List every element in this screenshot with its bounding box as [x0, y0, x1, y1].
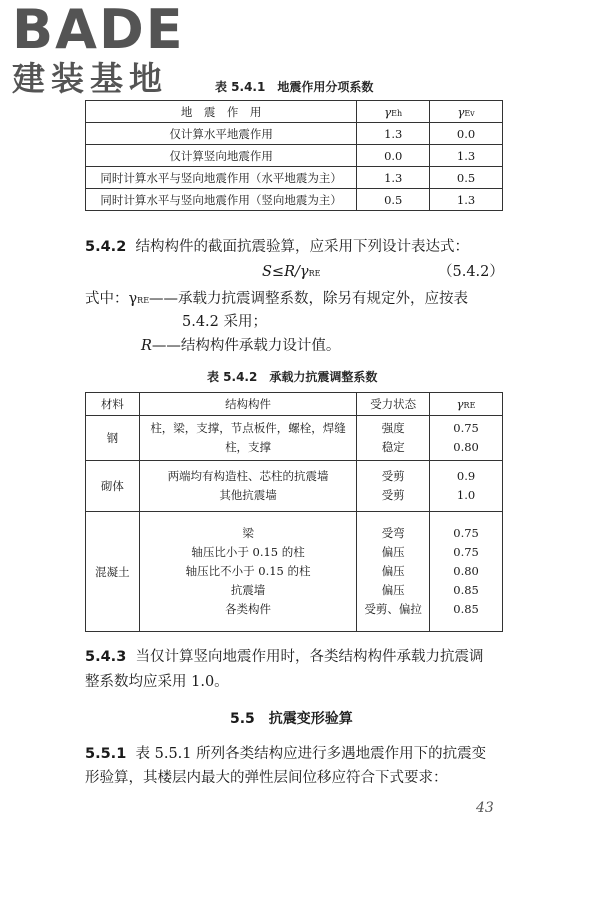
cell-eh: 1.3 [357, 167, 430, 189]
formula [262, 262, 320, 284]
clause-5-4-3 [85, 647, 484, 667]
clause-5-4-3-cont: 整系数均应采用 1.0。 [85, 674, 229, 690]
cell-members: 梁 轴压比小于 0.15 的柱 轴压比不小于 0.15 的柱 抗震墙 各类构件 [139, 512, 356, 632]
cell-action: 同时计算水平与竖向地震作用（水平地震为主） [86, 167, 357, 189]
where-subscript: RE [137, 296, 150, 305]
header-member: 结构构件 [139, 393, 356, 416]
cell-states: 强度 稳定 [357, 416, 430, 461]
cell-ev: 0.5 [430, 167, 503, 189]
header-gamma-re: γRE [430, 393, 503, 416]
table-header-row [86, 393, 503, 416]
header-gamma-eh: γEh [357, 101, 430, 123]
where-prefix: 式中：γ [85, 291, 138, 307]
header-state: 受力状态 [357, 393, 430, 416]
seismic-action-factor-table [85, 100, 503, 211]
cell-values: 0.75 0.75 0.80 0.85 0.85 [430, 512, 503, 632]
cell-values: 0.75 0.80 [430, 416, 503, 461]
formula-number: （5.4.2） [438, 264, 504, 280]
logo-subtitle: 建装基地 [12, 59, 168, 98]
table-row [86, 461, 503, 512]
cell-members: 柱，梁，支撑，节点板件，螺栓，焊缝 柱，支撑 [139, 416, 356, 461]
table-header-row [86, 101, 503, 123]
cell-states: 受弯 偏压 偏压 偏压 受剪、偏拉 [357, 512, 430, 632]
logo-text: BADE [12, 0, 185, 61]
where-r [141, 336, 340, 356]
table-row [86, 416, 503, 461]
page-number: 43 [476, 800, 494, 816]
table-row [86, 189, 503, 211]
brand-logo [12, 0, 185, 102]
cell-action: 仅计算竖向地震作用 [86, 145, 357, 167]
cell-eh: 0.5 [357, 189, 430, 211]
header-material: 材料 [86, 393, 140, 416]
cell-states: 受剪 受剪 [357, 461, 430, 512]
r-symbol: R [141, 338, 152, 354]
clause-text: 当仅计算竖向地震作用时，各类结构构件承载力抗震调 [135, 649, 484, 665]
clause-5-5-1-cont: 形验算，其楼层内最大的弹性层间位移应符合下式要求： [85, 770, 448, 786]
cell-eh: 1.3 [357, 123, 430, 145]
table-row [86, 123, 503, 145]
where-text: ——承载力抗震调整系数，除另有规定外，应按表 [149, 291, 469, 307]
header-action: 地 震 作 用 [86, 101, 357, 123]
cell-values: 0.9 1.0 [430, 461, 503, 512]
adjustment-factor-table [85, 392, 503, 632]
cell-material: 混凝土 [86, 512, 140, 632]
formula-subscript: RE [308, 269, 321, 278]
cell-eh: 0.0 [357, 145, 430, 167]
clause-number: 5.5.1 [85, 746, 127, 762]
cell-material: 钢 [86, 416, 140, 461]
table2-caption: 表 5.4.2 承载力抗震调整系数 [207, 370, 378, 384]
cell-ev: 1.3 [430, 145, 503, 167]
table-row [86, 167, 503, 189]
header-gamma-ev: γEv [430, 101, 503, 123]
table-row [86, 512, 503, 632]
cell-members: 两端均有构造柱、芯柱的抗震墙 其他抗震墙 [139, 461, 356, 512]
cell-ev: 1.3 [430, 189, 503, 211]
r-text: ——结构构件承载力设计值。 [151, 338, 341, 354]
where-gamma [85, 289, 468, 311]
section-title: 5.5 抗震变形验算 [230, 711, 353, 727]
clause-5-4-2 [85, 237, 469, 257]
where-continued: 5.4.2 采用； [182, 314, 268, 330]
clause-text: 结构构件的截面抗震验算，应采用下列设计表达式： [135, 239, 470, 255]
clause-5-5-1 [85, 744, 486, 764]
cell-ev: 0.0 [430, 123, 503, 145]
clause-number: 5.4.2 [85, 239, 127, 255]
formula-expression: S≤R/γ [262, 264, 309, 280]
clause-number: 5.4.3 [85, 649, 127, 665]
cell-action: 同时计算水平与竖向地震作用（竖向地震为主） [86, 189, 357, 211]
table-row [86, 145, 503, 167]
table1-caption: 表 5.4.1 地震作用分项系数 [215, 80, 374, 94]
clause-text: 表 5.5.1 所列各类结构应进行多遇地震作用下的抗震变 [135, 746, 487, 762]
cell-action: 仅计算水平地震作用 [86, 123, 357, 145]
cell-material: 砌体 [86, 461, 140, 512]
